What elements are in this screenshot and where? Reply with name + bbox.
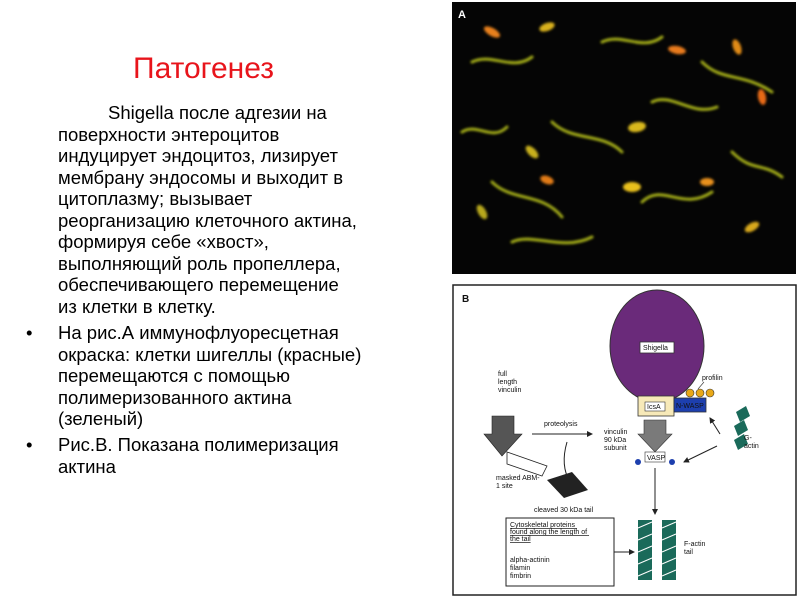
- icsa-label: IcsA: [647, 404, 661, 411]
- figure-b-diagram: [452, 284, 797, 596]
- bullet-marker: •: [26, 322, 33, 343]
- intro-line: обеспечивающего перемещение: [58, 274, 339, 295]
- figure-a-micrograph: [452, 2, 796, 274]
- intro-line: реорганизацию клеточного актина,: [58, 209, 357, 231]
- shigella-label: Shigella: [643, 345, 668, 352]
- proteolysis-label: proteolysis: [544, 421, 578, 428]
- bullet-line: полимеризованного актина: [58, 386, 292, 408]
- f-actin-label: F-actin tail: [684, 541, 706, 556]
- intro-line: Shigella после адгезии на: [108, 102, 327, 123]
- bullet-line: (зеленый): [58, 408, 144, 429]
- bullet-line: актина: [58, 455, 116, 477]
- intro-line: выполняющий роль пропеллера,: [58, 252, 341, 274]
- intro-line: индуцирует эндоцитоз, лизирует: [58, 145, 338, 166]
- intro-line: из клетки в клетку.: [58, 295, 216, 317]
- bullet-line: На рис.А иммунофлуоресцетная: [58, 322, 339, 343]
- bullet-marker: •: [26, 434, 33, 455]
- nwasp-label: N-WASP: [676, 403, 704, 410]
- intro-line: поверхности энтероцитов: [58, 123, 280, 145]
- bullet-line: перемещаются с помощью: [58, 365, 290, 386]
- intro-paragraph: [58, 102, 428, 317]
- intro-line: цитоплазму; вызывает: [58, 188, 253, 209]
- figure-b-label: B: [462, 294, 470, 305]
- vinculin-subunit-label: vinculin 90 kDa subunit: [604, 429, 628, 452]
- box-title: Cytoskeletal proteins found along the length of the tail: [510, 522, 588, 543]
- slide-title: Патогенез: [133, 52, 274, 85]
- intro-line: мембрану эндосомы и выходит в: [58, 166, 344, 188]
- cleaved-tail-label: cleaved 30 kDa tail: [534, 507, 594, 514]
- figure-a-label: A: [458, 9, 466, 21]
- full-vinculin-label: full length vinculin: [498, 371, 522, 394]
- vasp-label: VASP: [647, 455, 666, 462]
- profilin-label: profilin: [702, 375, 723, 382]
- box-items: alpha-actinin filamin fimbrin: [510, 557, 550, 580]
- intro-line: формируя себе «хвост»,: [58, 231, 269, 252]
- bullet-line: Рис.В. Показана полимеризация: [58, 434, 339, 455]
- g-actin-label: G- actin: [744, 435, 759, 450]
- bullet-line: окраска: клетки шигеллы (красные): [58, 343, 362, 365]
- masked-site-label: masked ABM- 1 site: [496, 475, 540, 490]
